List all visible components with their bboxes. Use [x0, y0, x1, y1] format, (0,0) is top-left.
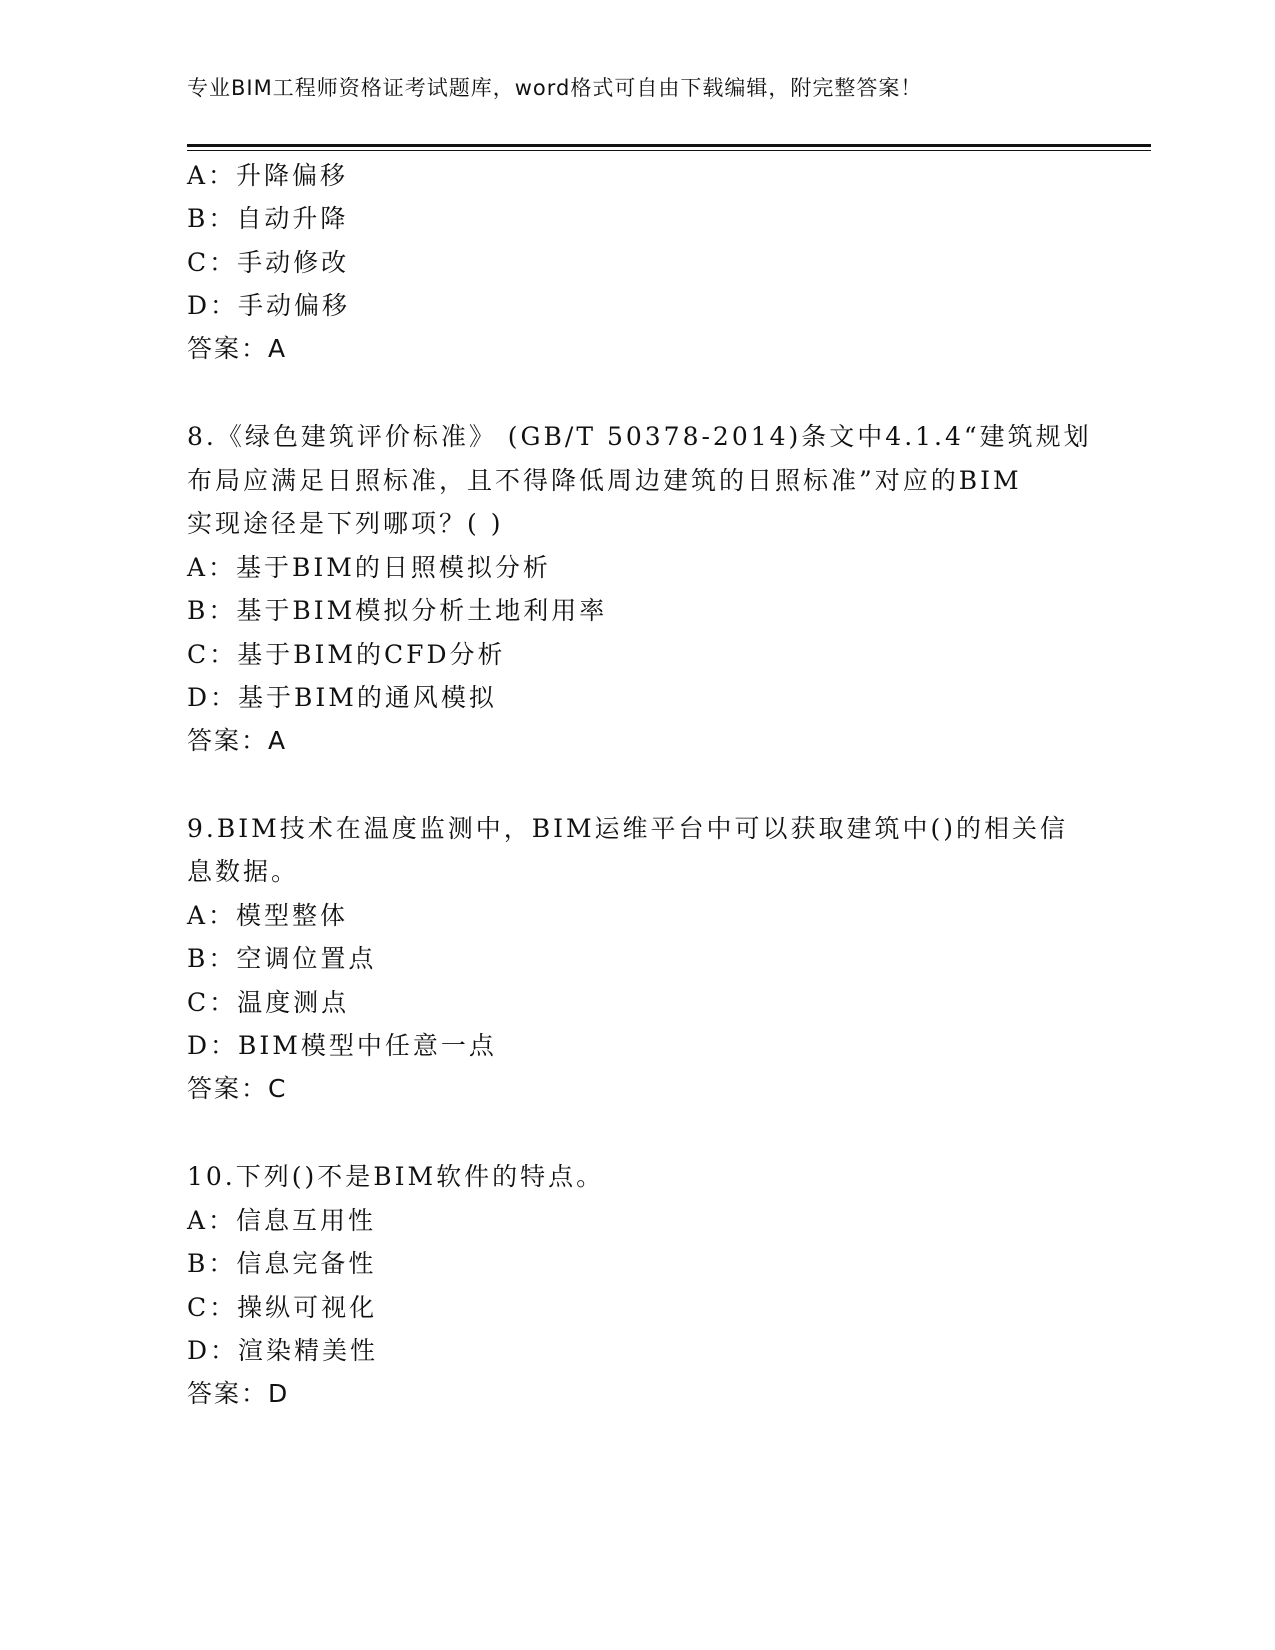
q8-option-a: A：基于BIM的日照模拟分析 — [187, 553, 551, 582]
q9-stem-line-2: 息数据。 — [187, 857, 300, 886]
q9-answer: 答案：C — [187, 1074, 288, 1103]
q8-answer: 答案：A — [187, 726, 288, 755]
q10-option-a: A：信息互用性 — [187, 1206, 377, 1235]
q7-answer: 答案：A — [187, 334, 288, 363]
q10-option-c: C：操纵可视化 — [187, 1293, 378, 1322]
q7-option-c: C：手动修改 — [187, 248, 350, 277]
q7-option-b: B：自动升降 — [187, 204, 349, 233]
q9-option-c: C：温度测点 — [187, 988, 350, 1017]
q8-option-d: D：基于BIM的通风模拟 — [187, 683, 497, 712]
q9-option-b: B：空调位置点 — [187, 944, 377, 973]
q7-option-d: D：手动偏移 — [187, 291, 351, 320]
q9-stem-line-1: 9.BIM技术在温度监测中，BIM运维平台中可以获取建筑中()的相关信 — [187, 814, 1069, 843]
q10-answer: 答案：D — [187, 1379, 290, 1408]
q9-option-a: A：模型整体 — [187, 901, 349, 930]
q8-stem-line-3: 实现途径是下列哪项？( ) — [187, 509, 504, 538]
q10-option-b: B：信息完备性 — [187, 1249, 377, 1278]
header-rule-thick — [187, 144, 1151, 147]
q8-stem-line-2: 布局应满足日照标准，且不得降低周边建筑的日照标准”对应的BIM — [187, 466, 1022, 495]
q7-option-a: A：升降偏移 — [187, 161, 349, 190]
q10-option-d: D：渲染精美性 — [187, 1336, 379, 1365]
q8-option-c: C：基于BIM的CFD分析 — [187, 640, 506, 669]
q8-stem-line-1: 8.《绿色建筑评价标准》 (GB/T 50378-2014)条文中4.1.4“建筑规划 — [187, 422, 1092, 451]
q10-stem-line-1: 10.下列()不是BIM软件的特点。 — [187, 1162, 605, 1191]
q9-option-d: D：BIM模型中任意一点 — [187, 1031, 497, 1060]
page-header: 专业BIM工程师资格证考试题库，word格式可自由下载编辑，附完整答案！ — [187, 76, 923, 100]
header-rule-thin — [187, 150, 1151, 151]
q8-option-b: B：基于BIM模拟分析土地利用率 — [187, 596, 608, 625]
